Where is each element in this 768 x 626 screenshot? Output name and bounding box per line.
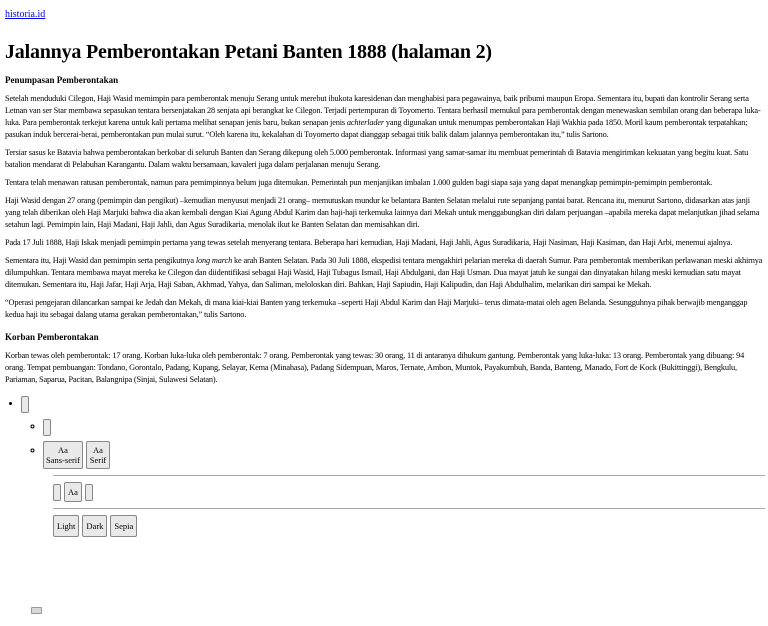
paragraph-text: Tersiar sasus ke Batavia bahwa pemberontakan berkobar di seluruh Banten dan Serang dikepung oleh 5.000 pemberontak. Informasi yang samar-samar itu membuat pemerintah di Batavia mengirimkan kekuatan yang begitu kuat. Satu batalion mendarat di Pelabuhan Karangantu. Dalam waktu bersamaan, kavaleri juga dalam perjalanan menuju Serang.	[5, 148, 749, 169]
font-serif-button[interactable]	[86, 441, 110, 469]
article-paragraph	[5, 147, 763, 171]
paragraph-text: yang digunakan untuk menumpas pemberontakan Haji Wakhia pada 1850. Moril kaum pemberontak terpatahkan; pasukan induk bercerai-berai, pemberontakan pun mulai surut. “Oleh karena itu, kekalahan di Toyomerto dapat dianggap sebagai titik balik dalam jalannya pemberontakan itu,” tulis Sartono.	[5, 118, 748, 139]
font-sans-serif-button[interactable]	[43, 441, 83, 469]
theme-light-button[interactable]: Light	[53, 515, 79, 537]
article-paragraph	[5, 237, 763, 249]
divider	[53, 508, 765, 509]
theme-group	[53, 515, 763, 537]
scroll-handle[interactable]	[31, 607, 42, 614]
paragraph-text: Korban tewas oleh pemberontak: 17 orang. Korban luka-luka oleh pemberontak: 7 orang. Pemberontak yang tewas: 30 orang, 11 di antaranya dihukum gantung. Pemberontak yang luka-luka: 13 orang. Pemberontak yang dibuang: 94 orang. Tempat pembuangan: Tondano, Gorontalo, Padang, Kupang, Selayar, Kema (Minahasa), Padang Sidempuan, Maros, Ternate, Ambon, Muntok, Payakumbuh, Banda, Banteng, Manado, Fort de Kock (Bukittinggi), Bengkulu, Pariaman, Saparua, Pacitan, Balangnipa (Sinjai, Sulawesi Selatan).	[5, 351, 745, 384]
font-size-decrease-button[interactable]	[53, 484, 61, 501]
font-family-group	[43, 441, 763, 469]
paragraph-text: Pada 17 Juli 1888, Haji Iskak menjadi pemimpin pertama yang tewas setelah menyerang tentara. Beberapa hari kemudian, Haji Madani, Haji Jahli, Agus Suradikaria, Haji Nasiman, Haji Kasiman, dan Haji Arbi, menemui ajalnya.	[5, 238, 733, 247]
article-paragraph	[5, 255, 763, 291]
article-body	[5, 74, 763, 386]
section-heading: Korban Pemberontakan	[5, 332, 99, 342]
reader-toggle-button[interactable]	[21, 396, 29, 413]
font-size-increase-button[interactable]	[85, 484, 93, 501]
reader-options	[21, 419, 763, 469]
paragraph-text: ke arah Banten Selatan. Pada 30 Juli 1888, ekspedisi tentara mengakhiri pelarian mereka di daerah Sumur. Para pemberontak memberikan perlawanan meski akhirnya dilumpuhkan. Tentara membawa mayat mereka ke Cilegon dan diidentifikasi sebagai Haji Wasid, Haji Tubagus Ismail, Haji Abdulgani, dan Haji Usman. Dua mayat jatuh ke sungai dan dinyatakan hilang meski kemudian satu mayat ditemukan. Sementara itu, Haji Jafar, Haji Arja, Haji Saban, Akhmad, Yahya, dan Saliman, meloloskan diri. Bahkan, Haji Sapiudin, Haji Kalipudin, dan Haji Abdulhalim, melarikan diri sampai ke Mekah.	[5, 256, 763, 289]
paragraph-text: “Operasi pengejaran dilancarkan sampai ke Jedah dan Mekah, di mana kiai-kiai Banten yang terkemuka –seperti Haji Abdul Karim dan Haji Marjuki– terus dimata-matai oleh agen Belanda. Sesungguhnya pihak berwajib menganggap kedua haji itu sebagai dalang utama gerakan pemberontakan,” tulis Sartono.	[5, 298, 748, 319]
article-paragraph	[5, 93, 763, 141]
article-paragraph	[5, 297, 763, 321]
font-serif-glyph: Aa	[93, 445, 103, 455]
reader-toggle-item	[21, 396, 763, 537]
font-menu-button[interactable]	[43, 419, 51, 436]
reader-controls	[5, 396, 763, 537]
page-title: Jalannya Pemberontakan Petani Banten 1888 (halaman 2)	[5, 41, 492, 63]
theme-sepia-button[interactable]: Sepia	[110, 515, 137, 537]
article-paragraph	[5, 195, 763, 231]
italic-text: long march	[195, 256, 233, 265]
paragraph-text: Tentara telah menawan ratusan pemberontak, namun para pemimpinnya belum juga ditemukan. Pemerintah pun menjanjikan imbalan 1.000 gulden bagi siapa saja yang dapat menangkap pemimpin-pemimpin pemberontak.	[5, 178, 713, 187]
font-size-button[interactable]: Aa	[64, 482, 82, 502]
section-heading: Penumpasan Pemberontakan	[5, 75, 119, 85]
divider	[53, 475, 765, 476]
site-link[interactable]: historia.id	[5, 9, 46, 20]
paragraph-text: Setelah menduduki Cilegon, Haji Wasid memimpin para pemberontak menuju Serang untuk merebut ibukota karesidenan dan menghabisi para pegawainya, baik pribumi maupun Eropa. Sementara itu, bupati dan kontrolir Serang serta Letnan van ser Star membawa sepasukan tentara bersenjatakan 28 senjata api berangkat ke Cilegon. Terjadi pertempuran di Toyomerto. Tentara berhasil memukul para pemberontak dengan menewaskan sembilan orang dan beberapa luka-luka. Para pemberontak terkejut karena untuk kali pertama melihat senapan jenis baru, bukan senapan jenis	[5, 94, 761, 127]
font-sans-serif-glyph: ◦ • Aa	[58, 445, 68, 455]
article-paragraph	[5, 350, 763, 386]
font-serif-label: Serif	[89, 455, 107, 465]
theme-dark-button[interactable]: Dark	[82, 515, 107, 537]
font-family-item	[43, 441, 763, 469]
paragraph-text: Sementara itu, Haji Wasid dan pemimpin serta pengikutnya	[5, 256, 196, 265]
paragraph-text: Haji Wasid dengan 27 orang (pemimpin dan pengikut) –kemudian menyusut menjadi 21 orang– memutuskan mundur ke belantara Banten Selatan melalui rute sepanjang pantai barat. Rencana itu, menurut Sartono, didasarkan atas janji yang telah diberikan oleh Haji Marjuki bahwa dia akan kembali dengan Kiai Agung Abdul Karim dan haji-haji terkemuka lainnya dari Mekah untuk menggabungkan diri dalam perjuangan –apabila mereka dapat melanjutkan jihad selama setahun lagi. Pemimpin lain, Haji Madani, Haji Jahli, dan Agus Suradikaria, menolak ikut ke Banten Selatan dan memisahkan diri.	[5, 196, 760, 229]
reader-settings-panel	[53, 475, 763, 537]
article-paragraph	[5, 177, 763, 189]
italic-text: achterlader	[346, 118, 384, 127]
font-sans-serif-label: Sans-serif	[46, 455, 80, 465]
font-size-group	[53, 482, 763, 502]
reader-option-item	[43, 419, 763, 436]
